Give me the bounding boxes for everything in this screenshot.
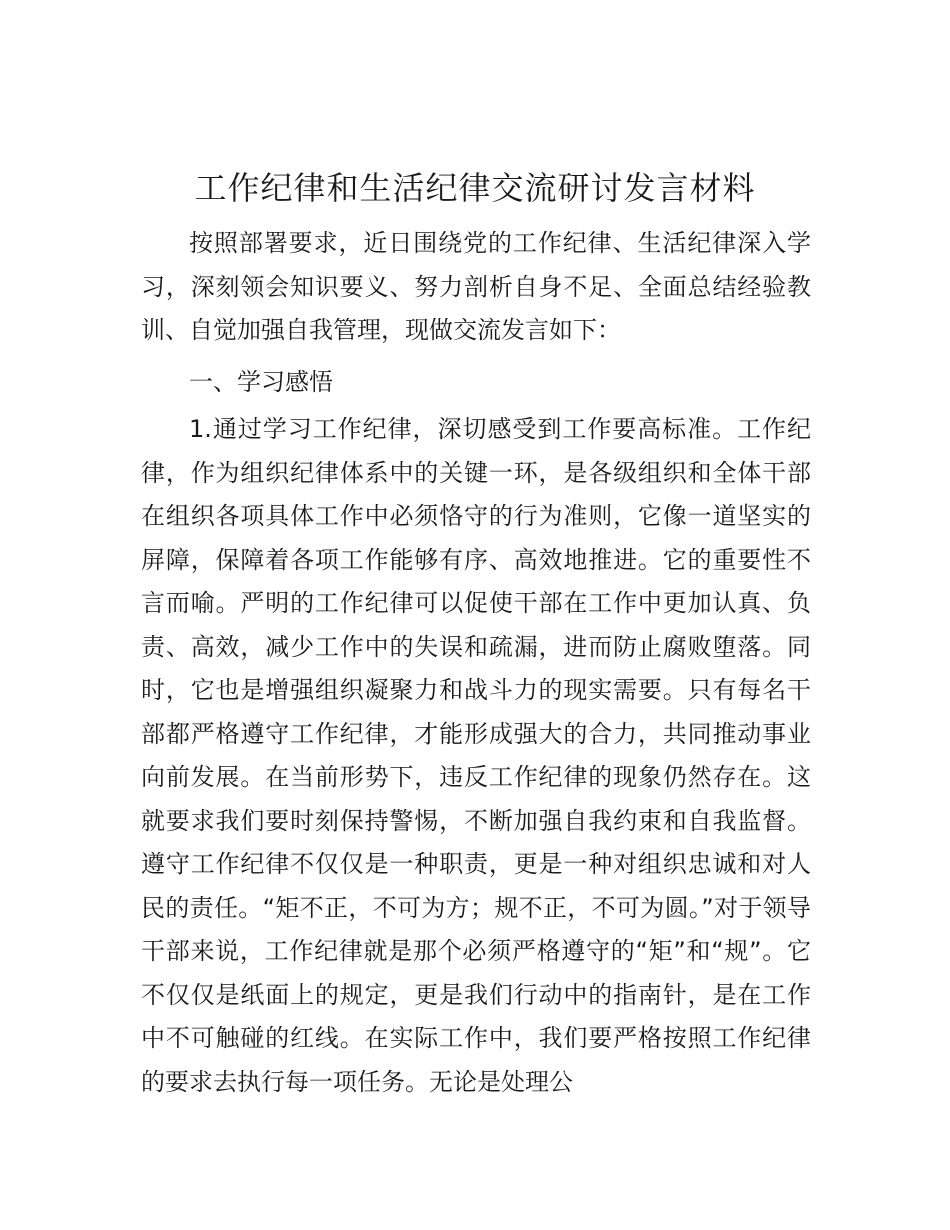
document-title: 工作纪律和生活纪律交流研讨发言材料 (194, 169, 756, 207)
section-paragraph: 1.通过学习工作纪律，深切感受到工作要高标准。工作纪律，作为组织纪律体系中的关键一环，是各级组织和全体干部在组织各项具体工作中必须恪守的行为准则，它像一道坚实的屏障，保障着各项工作能够有序、高效地推进。它的重要性不言而喻。严明的工作纪律可以促使干部在工作中更加认真、负责、高效，减少工作中的失误和疏漏，进而防止腐败堕落。同时，它也是增强组织凝聚力和战斗力的现实需要。只有每名干部都严格遵守工作纪律，才能形成强大的合力，共同推动事业向前发展。在当前形势下，违反工作纪律的现象仍然存在。这就要求我们要时刻保持警惕，不断加强自我约束和自我监督。遵守工作纪律不仅仅是一种职责，更是一种对组织忠诚和对人民的责任。“矩不正，不可为方；规不正，不可为圆。”对于领导干部来说，工作纪律就是那个必须严格遵守的“矩”和“规”。它不仅仅是纸面上的规定，更是我们行动中的指南针，是在工作中不可触碰的红线。在实际工作中，我们要严格按照工作纪律的要求去执行每一项任务。无论是处理公 (141, 415, 811, 1096)
section-heading: 一、学习感悟 (189, 367, 333, 396)
intro-paragraph: 按照部署要求，近日围绕党的工作纪律、生活纪律深入学习，深刻领会知识要义、努力剖析自身不足、全面总结经验教训、自觉加强自我管理，现做交流发言如下： (141, 229, 811, 344)
document-body (141, 222, 811, 1104)
